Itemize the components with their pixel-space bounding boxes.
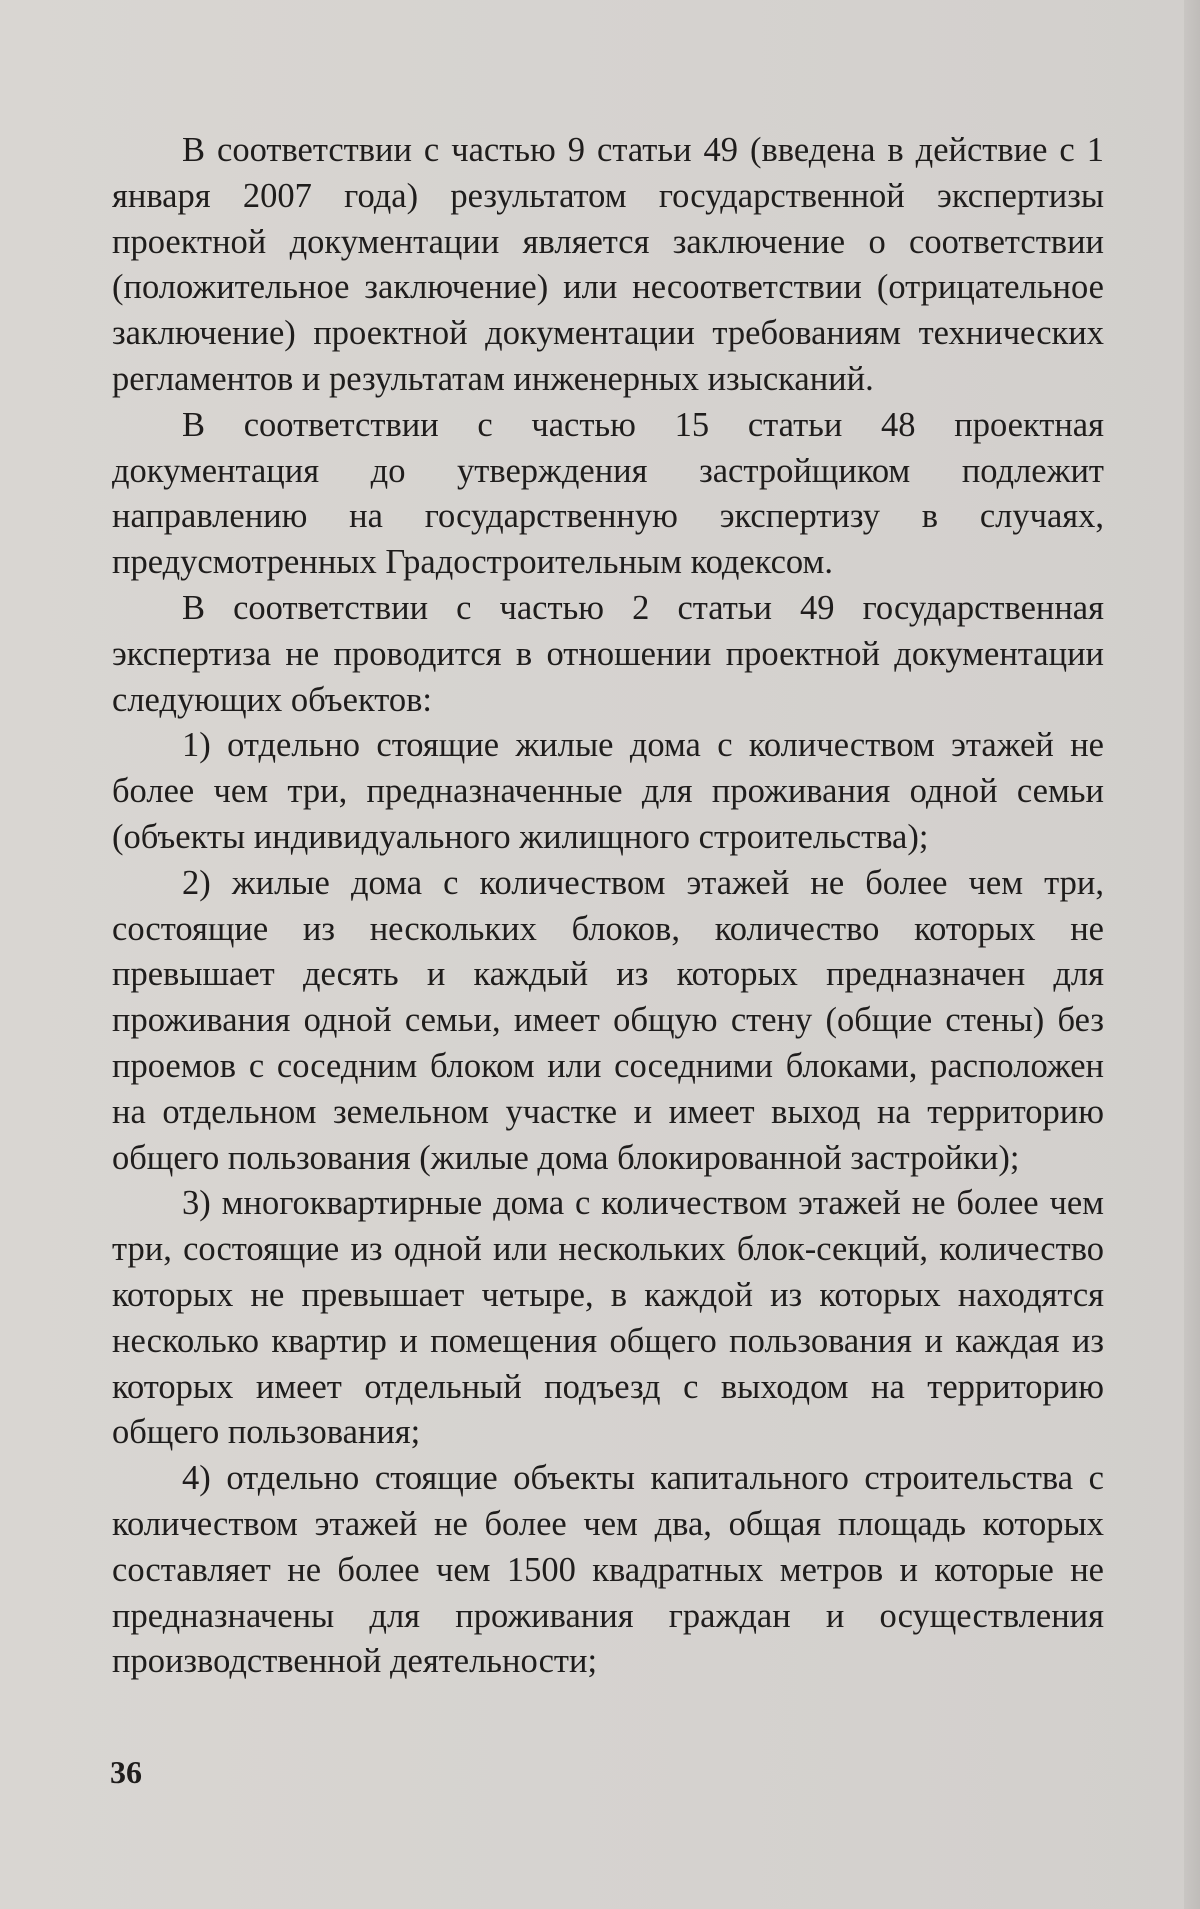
page-edge — [1184, 0, 1200, 1909]
paragraph-expertise-exemptions: В соответствии с частью 2 статьи 49 государственная экспертиза не проводится в отношении проектной документации следующих объектов: — [112, 588, 1104, 719]
page-number: 36 — [110, 1754, 142, 1790]
list-item-1: 1) отдельно стоящие жилые дома с количеством этажей не более чем три, предназначенные для проживания одной семьи (объекты индивидуального жилищного строительства); — [112, 726, 1104, 856]
list-item-3: 3) многоквартирные дома с количеством этажей не более чем три, состоящие из одной или нескольких блок-секций, количество которых не превышает четыре, в каждой из которых находятся несколько квартир и помещения общего пользования и каждая из которых имеет отдельный подъезд с выходом на территорию общего пользования; — [112, 1184, 1104, 1452]
paragraph-expertise-required: В соответствии с частью 15 статьи 48 проектная документация до утверждения застройщиком подлежит направлению на государственную экспертизу в случаях, предусмотренных Градостроительным кодексом. — [112, 405, 1104, 582]
paragraph-expertise-result: В соответствии с частью 9 статьи 49 (введена в действие с 1 января 2007 года) результатом государственной экспертизы проектной документации является заключение о соответствии (положительное заключение) или несоответствии (отрицательное заключение) проектной документации требованиям технических регламентов и результатам инженерных изысканий. — [112, 131, 1104, 398]
body-text — [112, 128, 1104, 1685]
list-item-4: 4) отдельно стоящие объекты капитального строительства с количеством этажей не более чем два, общая площадь которых составляет не более чем 1500 квадратных метров и которые не предназначены для проживания граждан и осуществления производственной деятельности; — [112, 1459, 1104, 1681]
list-item-2: 2) жилые дома с количеством этажей не более чем три, состоящие из нескольких блоков, количество которых не превышает десять и каждый из которых предназначен для проживания одной семьи, имеет общую стену (общие стены) без проемов с соседним блоком или соседними блоками, расположен на отдельном земельном участке и имеет выход на территорию общего пользования (жилые дома блокированной застройки); — [112, 863, 1104, 1177]
